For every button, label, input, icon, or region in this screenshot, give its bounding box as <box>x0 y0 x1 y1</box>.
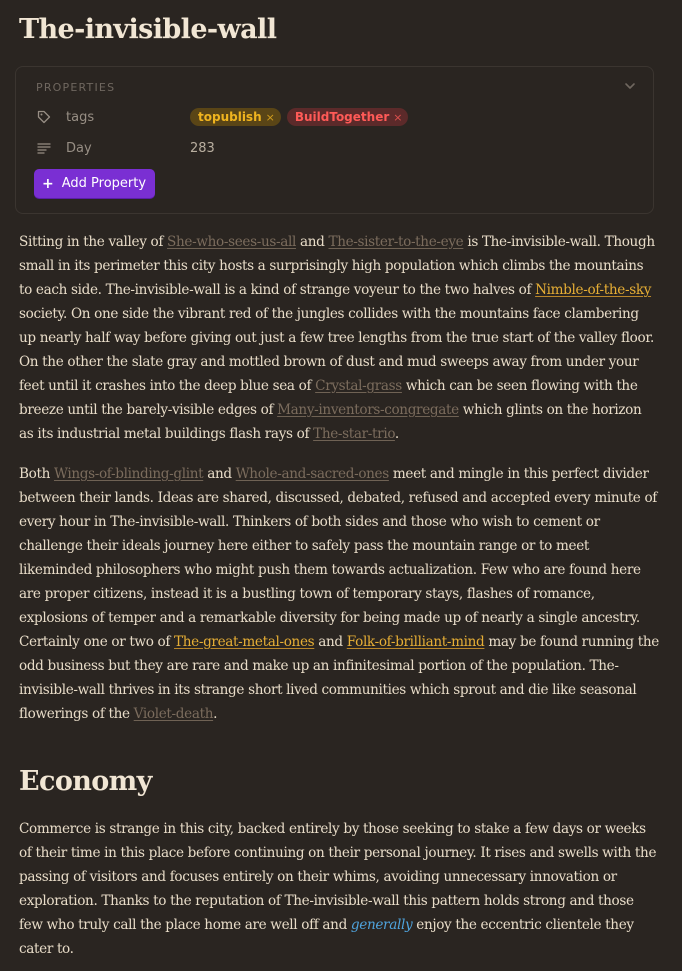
text-run: society. On one side the vibrant red of the jungles collides with the mountains face clambering up nearly half way before giving out just a few tree lengths from the true start of the valley floor. On the other the slate gray and mottled brown of dust and mud sweeps away from under your feet until it crashes into the deep blue sea of <box>19 306 654 394</box>
internal-link[interactable]: Nimble-of-the-sky <box>535 282 652 298</box>
paragraph-1 <box>19 230 659 446</box>
properties-header[interactable]: PROPERTIES <box>36 81 116 94</box>
text-run: Sitting in the valley of <box>19 234 168 250</box>
paragraph-2 <box>19 462 659 726</box>
text-run: which can be seen flowing with the breeze until the barely-visible edges of <box>19 378 638 418</box>
text-run: is The-invisible-wall. Though small in its perimeter this city hosts a surprisingly high population which climbs the mountains to each side. The-invisible-wall is a kind of strange voyeur to the two halves of <box>19 234 655 298</box>
internal-link[interactable]: Many-inventors-congregate <box>277 402 459 418</box>
text-run: may be found running the odd business but they are rare and make up an infinitesimal portion of the population. The-invisible-wall thrives in its strange short lived communities which sprout and die like seasonal flowerings of the <box>19 634 659 722</box>
tag-chip[interactable] <box>190 108 281 126</box>
day-value[interactable]: 283 <box>190 140 215 156</box>
text-run: Commerce is strange in this city, backed entirely by those seeking to stake a few days or weeks of their time in this place before continuing on their personal journey. It rises and swells with the passing of visitors and focuses entirely on their whims, avoiding unnecessary innovation or exploration. Thanks to the reputation of The-invisible-wall this pattern holds strong and those few who truly call the place home are well off and <box>19 821 657 933</box>
text-run: and <box>203 466 236 482</box>
property-row-day <box>36 138 215 158</box>
text-run: Both <box>19 466 54 482</box>
text-run: . <box>394 426 399 442</box>
tags-value <box>190 107 414 127</box>
tag-label: BuildTogether <box>294 110 390 124</box>
remove-tag-icon[interactable]: × <box>265 110 275 124</box>
text-run: and <box>314 634 347 650</box>
internal-link[interactable]: She-who-sees-us-all <box>167 234 297 250</box>
section-heading-economy[interactable]: Economy <box>19 766 152 797</box>
text-run: enjoy the eccentric clientele they cater to. <box>19 917 634 957</box>
remove-tag-icon[interactable]: × <box>393 110 403 124</box>
text-lines-icon <box>36 140 52 156</box>
body-paragraph <box>19 230 659 446</box>
body-paragraph <box>19 462 659 726</box>
text-run: . <box>213 706 218 722</box>
properties-panel <box>15 66 654 214</box>
tag-label: topublish <box>198 110 262 124</box>
plus-icon: + <box>42 175 54 192</box>
paragraph-economy <box>19 817 659 961</box>
tag-chip[interactable] <box>287 108 409 126</box>
internal-link[interactable]: The-great-metal-ones <box>174 634 315 650</box>
internal-link[interactable]: Folk-of-brilliant-mind <box>346 634 485 650</box>
internal-link[interactable]: Whole-and-sacred-ones <box>235 466 389 482</box>
text-run: which glints on the horizon as its industrial metal buildings flash rays of <box>19 402 642 442</box>
internal-link[interactable]: Wings-of-blinding-glint <box>53 466 204 482</box>
property-row-tags <box>36 107 403 127</box>
internal-link[interactable]: The-sister-to-the-eye <box>328 234 464 250</box>
internal-link[interactable]: Crystal-grass <box>315 378 402 394</box>
text-run: meet and mingle in this perfect divider between their lands. Ideas are shared, discussed, debated, refused and accepted every minute of every hour in The-invisible-wall. Thinkers of both sides and those who wish to cement or challenge their ideals journey here either to safely pass the mountain range or to meet likeminded philosophers who might push them towards actualization. Few who are found here are proper citizens, instead it is a bustling town of temporary stays, flashes of romance, explosions of temper and a remarkable diversity for being made up of nearly a single ancestry. Certainly one or two of <box>19 466 657 650</box>
property-label-tags[interactable]: tags <box>66 109 95 125</box>
page-title[interactable]: The-invisible-wall <box>19 14 277 45</box>
text-run: and <box>296 234 329 250</box>
add-property-button[interactable] <box>34 169 155 198</box>
add-property-label: Add Property <box>61 176 147 191</box>
internal-link[interactable]: The-star-trio <box>313 426 395 442</box>
body-paragraph <box>19 817 659 961</box>
emphasis-text: generally <box>350 917 413 933</box>
chevron-down-icon[interactable] <box>623 79 637 93</box>
internal-link[interactable]: Violet-death <box>133 706 214 722</box>
property-label-day[interactable]: Day <box>66 140 92 156</box>
tag-icon <box>36 109 52 125</box>
